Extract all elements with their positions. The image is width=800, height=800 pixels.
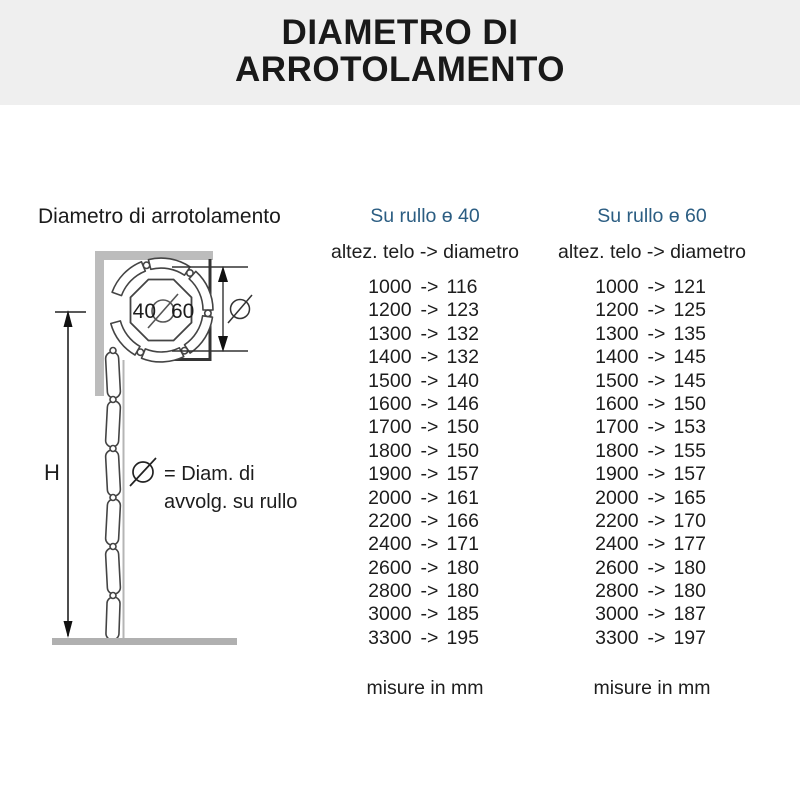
arrow-glyph: -> (647, 416, 666, 439)
telo-height-value: 1000 (595, 276, 639, 298)
arrow-glyph: -> (420, 276, 439, 298)
table-rullo-40-rows (314, 276, 536, 650)
arrow-glyph: -> (420, 463, 439, 486)
diameter-value: 132 (446, 322, 479, 345)
arrow-glyph: -> (647, 580, 666, 603)
telo-height-value: 1200 (595, 299, 639, 322)
arrow-glyph: -> (647, 369, 666, 392)
diameter-value: 180 (673, 580, 706, 603)
telo-height-value: 1300 (368, 322, 412, 345)
table-row (541, 416, 763, 439)
telo-height-value: 1900 (595, 463, 639, 486)
table-row (314, 276, 536, 299)
arrow-glyph: -> (420, 346, 439, 369)
diameter-value: 150 (673, 392, 706, 415)
diameter-value: 125 (673, 299, 706, 322)
table-row (314, 463, 536, 486)
arrow-glyph: -> (647, 626, 666, 649)
table-row (314, 393, 536, 416)
table-row (314, 487, 536, 510)
diameter-value: 135 (673, 322, 706, 345)
table-row (541, 627, 763, 650)
telo-height-value: 2600 (595, 556, 639, 579)
arrow-glyph: -> (647, 556, 666, 579)
hanging-slats (105, 348, 120, 641)
table-rullo-40-title: Su rullo ɵ 40 (370, 205, 480, 227)
telo-height-value: 3300 (595, 626, 639, 649)
page-title-text: DIAMETRO DI ARROTOLAMENTO (235, 13, 565, 89)
arrow-glyph: -> (647, 509, 666, 532)
telo-height-value: 2000 (595, 486, 639, 509)
diameter-value: 150 (446, 439, 479, 462)
diameter-value: 180 (446, 580, 479, 603)
table-row (314, 346, 536, 369)
diameter-value: 195 (446, 626, 479, 649)
table-rullo-40-footer: misure in mm (366, 677, 484, 700)
diameter-value: 116 (446, 276, 478, 298)
table-row (541, 533, 763, 556)
telo-height-value: 1400 (595, 346, 639, 369)
diameter-symbol-dimension (228, 295, 252, 323)
arrow-glyph: -> (647, 346, 666, 369)
telo-height-value: 1800 (368, 439, 412, 462)
table-row (314, 533, 536, 556)
diameter-value: 170 (673, 509, 706, 532)
table-row (541, 557, 763, 580)
diameter-value: 157 (446, 463, 479, 486)
table-row (314, 580, 536, 603)
ground-line (52, 638, 237, 645)
arrow-glyph: -> (420, 626, 439, 649)
table-row (314, 510, 536, 533)
arrow-glyph: -> (420, 439, 439, 462)
arrow-glyph: -> (420, 533, 439, 556)
diameter-value: 132 (446, 346, 479, 369)
arrow-glyph: -> (420, 369, 439, 392)
table-row (541, 346, 763, 369)
table-row (541, 370, 763, 393)
diameter-value: 140 (446, 369, 479, 392)
telo-height-value: 1700 (595, 416, 639, 439)
table-rullo-40 (314, 205, 536, 700)
table-row (314, 557, 536, 580)
table-row (541, 276, 763, 299)
diameter-value: 121 (673, 276, 706, 298)
telo-height-value: 1600 (368, 392, 412, 415)
telo-height-value: 2800 (595, 580, 639, 603)
diagram-heading: Diametro di arrotolamento (38, 205, 281, 228)
arrow-glyph: -> (420, 509, 439, 532)
table-row (314, 370, 536, 393)
arrow-glyph: -> (420, 486, 439, 509)
arrow-glyph: -> (647, 603, 666, 626)
diameter-value: 157 (673, 463, 706, 486)
table-rullo-60 (541, 205, 763, 700)
table-row (541, 510, 763, 533)
arrow-glyph: -> (647, 392, 666, 415)
telo-height-value: 1400 (368, 346, 412, 369)
diameter-value: 145 (673, 346, 706, 369)
table-rullo-40-subtitle: altez. telo -> diametro (330, 241, 520, 263)
table-row (314, 416, 536, 439)
diameter-value: 180 (673, 556, 706, 579)
table-rullo-60-title: Su rullo ɵ 60 (597, 205, 707, 227)
diameter-value: 155 (673, 439, 706, 462)
telo-height-value: 2400 (368, 533, 412, 556)
arrow-glyph: -> (420, 392, 439, 415)
table-row (314, 323, 536, 346)
arrow-glyph: -> (420, 416, 439, 439)
height-label: H (44, 460, 60, 485)
table-row (314, 603, 536, 626)
telo-height-value: 2200 (595, 509, 639, 532)
table-row (314, 299, 536, 322)
diameter-value: 180 (446, 556, 479, 579)
diameter-value: 197 (673, 626, 706, 649)
telo-height-value: 1000 (368, 276, 412, 298)
telo-height-value: 1300 (595, 322, 639, 345)
roller-size-40-label: 40 (132, 300, 156, 323)
telo-height-value: 1700 (368, 416, 412, 439)
diameter-value: 153 (673, 416, 706, 439)
arrow-glyph: -> (647, 533, 666, 556)
table-row (314, 440, 536, 463)
arrow-glyph: -> (420, 580, 439, 603)
table-row (541, 323, 763, 346)
shutter-diagram (30, 240, 320, 660)
table-row (541, 440, 763, 463)
arrow-glyph: -> (647, 486, 666, 509)
diameter-value: 185 (446, 603, 479, 626)
table-rullo-60-footer: misure in mm (593, 677, 711, 700)
table-row (541, 603, 763, 626)
arrow-glyph: -> (420, 556, 439, 579)
page-header (0, 0, 800, 105)
diameter-value: 161 (446, 486, 479, 509)
diameter-value: 145 (673, 369, 706, 392)
arrow-glyph: -> (420, 603, 439, 626)
diameter-value: 166 (446, 509, 479, 532)
diameter-value: 150 (446, 416, 479, 439)
table-rullo-60-rows (541, 276, 763, 650)
telo-height-value: 2800 (368, 580, 412, 603)
arrow-glyph: -> (420, 299, 439, 322)
telo-height-value: 1600 (595, 392, 639, 415)
arrow-glyph: -> (647, 299, 666, 322)
telo-height-value: 3000 (595, 603, 639, 626)
diameter-value: 146 (446, 392, 479, 415)
arrow-glyph: -> (647, 276, 666, 298)
diameter-value: 171 (446, 533, 479, 556)
telo-height-value: 1800 (595, 439, 639, 462)
telo-height-value: 3300 (368, 626, 412, 649)
table-row (541, 299, 763, 322)
diameter-value: 177 (673, 533, 706, 556)
table-rullo-60-subtitle: altez. telo -> diametro (557, 241, 747, 263)
roller-size-60-label: 60 (171, 300, 195, 323)
telo-height-value: 1500 (595, 369, 639, 392)
diameter-value: 187 (673, 603, 706, 626)
arrow-glyph: -> (647, 463, 666, 486)
arrow-glyph: -> (647, 322, 666, 345)
diameter-symbol-legend (130, 458, 156, 486)
diameter-legend-line2: avvolg. su rullo (164, 491, 298, 513)
page-title (0, 0, 800, 88)
table-row (541, 580, 763, 603)
table-row (541, 487, 763, 510)
telo-height-value: 2600 (368, 556, 412, 579)
table-row (314, 627, 536, 650)
table-row (541, 463, 763, 486)
diameter-value: 123 (446, 299, 479, 322)
telo-height-value: 1500 (368, 369, 412, 392)
telo-height-value: 2400 (595, 533, 639, 556)
telo-height-value: 1200 (368, 299, 412, 322)
telo-height-value: 3000 (368, 603, 412, 626)
arrow-glyph: -> (420, 322, 439, 345)
telo-height-value: 1900 (368, 463, 412, 486)
table-row (541, 393, 763, 416)
diameter-value: 165 (673, 486, 706, 509)
arrow-glyph: -> (647, 439, 666, 462)
telo-height-value: 2000 (368, 486, 412, 509)
diameter-legend-line1: = Diam. di (164, 463, 255, 485)
telo-height-value: 2200 (368, 509, 412, 532)
